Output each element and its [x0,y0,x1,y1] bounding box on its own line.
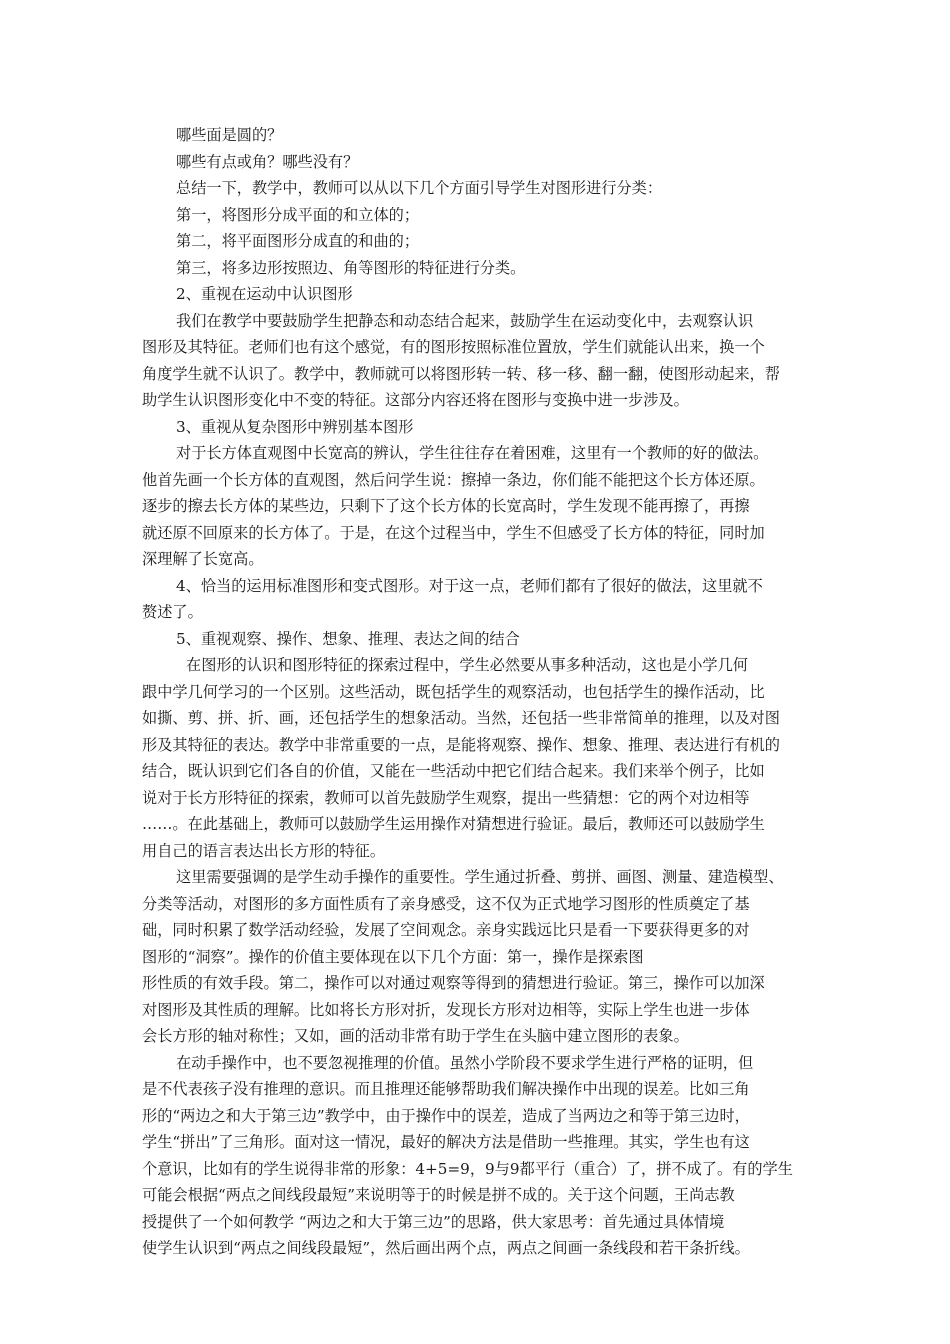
text-line: 逐步的擦去长方体的某些边，只剩下了这个长方体的长宽高时，学生发现不能再擦了，再擦 [142,497,750,515]
text-line: 形的“两边之和大于第三边”教学中，由于操作中的误差，造成了当两边之和等于第三边时， [142,1106,750,1125]
text-line: 在图形的认识和图形特征的探索过程中，学生必然要从事多种活动，这也是小学几何 [186,656,748,674]
text-line: 总结一下，教学中，教师可以从以下几个方面引导学生对图形进行分类： [176,179,662,197]
text-line: 我们在教学中要鼓励学生把静态和动态结合起来，鼓励学生在运动变化中，去观察认识 [176,311,754,330]
text-line: 础，同时积累了数学活动经验，发展了空间观念。亲身实践远比只是看一下要获得更多的对 [142,921,750,939]
text-line: 在动手操作中，也不要忽视推理的价值。虽然小学阶段不要求学生进行严格的证明，但 [176,1053,754,1072]
text-line: 用自己的语言表达出长方形的特征。 [142,841,385,860]
text-line: ……。在此基础上，教师可以鼓励学生运用操作对猜想进行验证。最后，教师还可以鼓励学生 [142,815,765,833]
text-line: 分类等活动，对图形的多方面性质有了亲身感受，这不仅为正式地学习图形的性质奠定了基 [142,894,750,913]
text-line: 形性质的有效手段。第二，操作可以对通过观察等得到的猜想进行验证。第三，操作可以加深 [142,974,765,992]
text-line: 如撕、剪、拼、折、画，还包括学生的想象活动。当然，还包括一些非常简单的推理，以及对图 [142,709,780,727]
text-line: 学生“拼出”了三角形。面对这一情况，最好的解决方法是借助一些推理。其实，学生也有这 [142,1133,750,1151]
text-line: 跟中学几何学习的一个区别。这些活动，既包括学生的观察活动，也包括学生的操作活动，比 [142,682,765,701]
text-line: 赘述了。 [142,603,203,621]
text-line: 2、重视在运动中认识图形 [176,285,353,303]
text-line: 第一，将图形分成平面的和立体的； [176,205,419,224]
text-line: 图形及其特征。老师们也有这个感觉，有的图形按照标准位置放，学生们就能认出来，换一个 [142,338,765,356]
text-line: 图形的“洞察”。操作的价值主要体现在以下几个方面：第一，操作是探索图 [142,947,644,966]
text-line: 第二，将平面图形分成直的和曲的； [176,232,419,250]
text-line: 3、重视从复杂图形中辨别基本图形 [176,417,414,436]
text-line: 对于长方体直观图中长宽高的辨认，学生往往存在着困难，这里有一个教师的好的做法。 [176,444,769,462]
text-line: 他首先画一个长方体的直观图，然后问学生说：擦掉一条边，你们能不能把这个长方体还原。 [142,470,765,489]
text-line: 授提供了一个如何教学 “两边之和大于第三边”的思路，供大家思考：首先通过具体情境 [142,1212,725,1231]
text-line: 个意识，比如有的学生说得非常的形象：4+5=9，9与9都平行（重合）了，拼不成了。有的学生 [142,1159,793,1178]
text-line: 可能会根据“两点之间线段最短”来说明等于的时候是拼不成的。关于这个问题，王尚志教 [142,1186,735,1204]
text-line: 4、恰当的运用标准图形和变式图形。对于这一点，老师们都有了很好的做法，这里就不 [176,576,763,595]
text-line: 角度学生就不认识了。教学中，教师就可以将图形转一转、移一移、翻一翻，使图形动起来，帮 [142,364,780,383]
text-line: 说对于长方形特征的探索，教师可以首先鼓励学生观察，提出一些猜想：它的两个对边相等 [142,788,750,807]
text-line: 5、重视观察、操作、想象、推理、表达之间的结合 [176,629,520,648]
text-line: 就还原不回原来的长方体了。于是，在这个过程当中，学生不但感受了长方体的特征，同时加 [142,523,765,542]
text-line: 对图形及其性质的理解。比如将长方形对折，发现长方形对边相等，实际上学生也进一步体 [142,1000,750,1019]
text-line: 深理解了长宽高。 [142,550,264,568]
text-line: 形及其特征的表达。教学中非常重要的一点，是能将观察、操作、想象、推理、表达进行有机的 [142,735,780,754]
document-body [142,122,822,1262]
text-line: 第三，将多边形按照边、角等图形的特征进行分类。 [176,258,526,277]
text-line: 使学生认识到“两点之间线段最短”，然后画出两个点，两点之间画一条线段和若干条折线。 [142,1239,750,1257]
text-line: 这里需要强调的是学生动手操作的重要性。学生通过折叠、剪拼、画图、测量、建造模型、 [176,868,784,886]
text-line: 是不代表孩子没有推理的意识。而且推理还能够帮助我们解决操作中出现的误差。比如三角 [142,1080,750,1098]
text-line: 会长方形的轴对称性；又如，画的活动非常有助于学生在头脑中建立图形的表象。 [142,1027,689,1045]
text-line: 结合，既认识到它们各自的价值，又能在一些活动中把它们结合起来。我们来举个例子，比如 [142,762,765,780]
text-line: 哪些面是圆的？ [176,126,283,144]
text-line: 助学生认识图形变化中不变的特征。这部分内容还将在图形与变换中进一步涉及。 [142,391,689,409]
text-line: 哪些有点或角？哪些没有？ [176,152,359,171]
